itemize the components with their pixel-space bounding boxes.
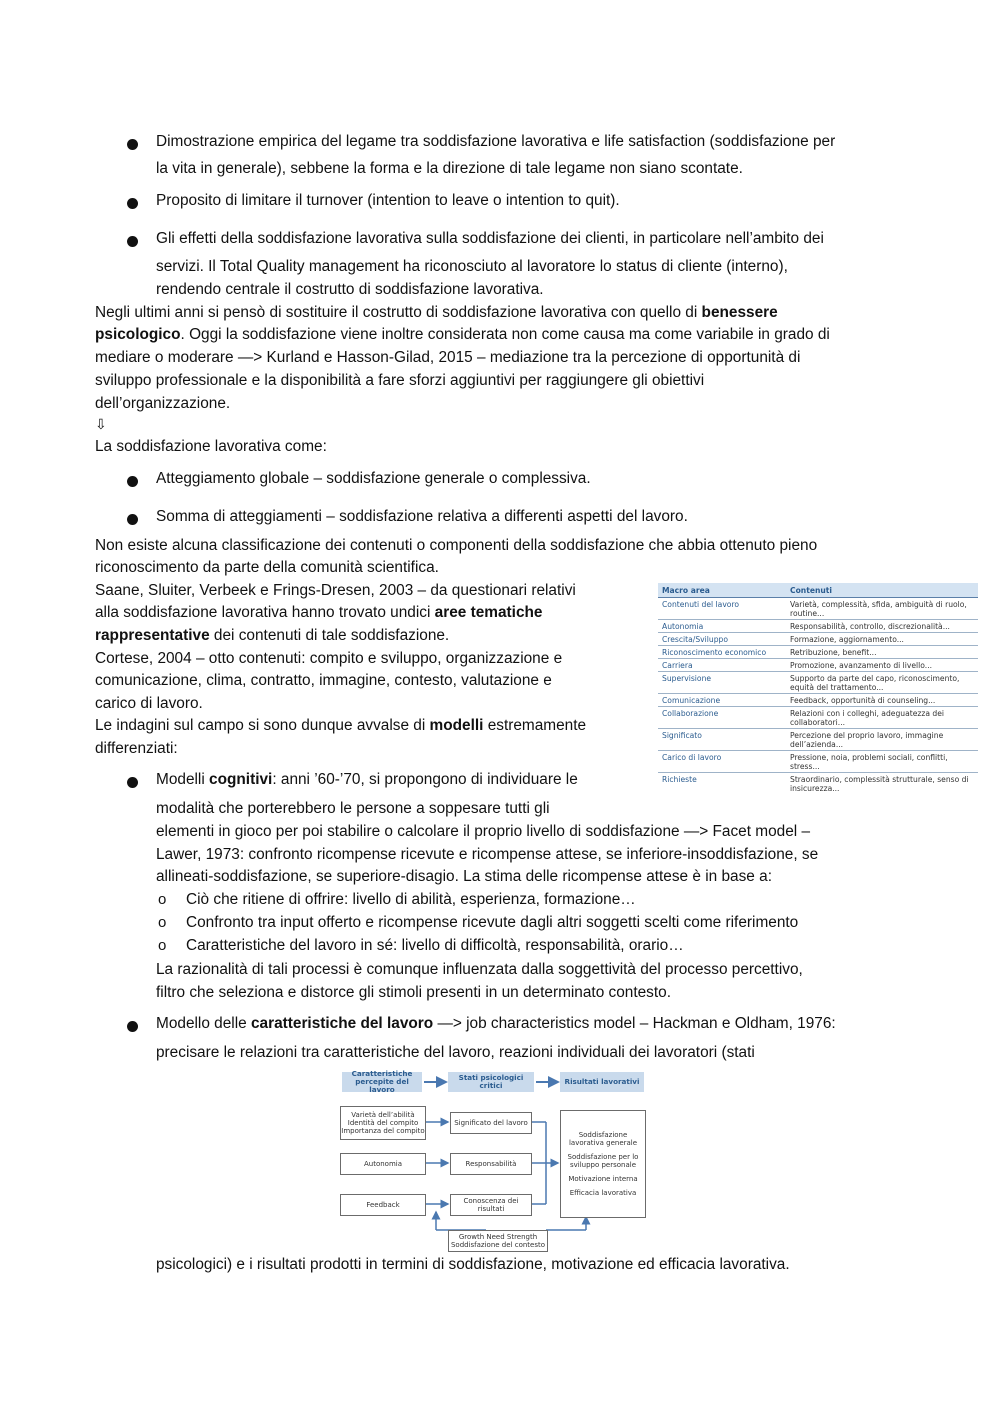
bullet-1-line-1: Dimostrazione empirica del legame tra soddisfazione lavorativa e life satisfaction (soddisfazione per xyxy=(156,133,836,150)
bullet-marker xyxy=(127,236,138,247)
diagram-header: Stati psicologici critici xyxy=(448,1072,534,1092)
bullet-marker xyxy=(127,139,138,150)
paragraph-line: sviluppo professionale e la disponibilità a fare sforzi aggiuntivi per raggiungere gli obiettivi xyxy=(95,372,705,389)
table-cell: Comunicazione xyxy=(662,696,721,705)
diagram-box: Significato del lavoro xyxy=(450,1112,532,1134)
diagram-box: Feedback xyxy=(340,1194,426,1216)
text-run: Le indagini sul campo si sono dunque avvalse di xyxy=(95,717,430,734)
bullet-line: precisare le relazioni tra caratteristiche del lavoro, reazioni individuali dei lavoratori (stati xyxy=(156,1044,755,1061)
paragraph-line xyxy=(95,716,586,736)
table-cell: Feedback, opportunità di counseling... xyxy=(790,696,936,705)
text-run: : anni ’60-’70, si propongono di individuare le xyxy=(272,771,578,788)
table-cell: Varietà, complessità, sfida, ambiguità di ruolo, routine... xyxy=(790,600,967,618)
diagram-result: Soddisfazione lavorativa generale xyxy=(568,1131,638,1147)
text-run: Modelli xyxy=(156,771,210,788)
table-row xyxy=(658,773,978,795)
table-row xyxy=(658,633,978,646)
paragraph-line xyxy=(95,626,449,646)
job-characteristics-diagram xyxy=(336,1069,650,1254)
table-row xyxy=(658,707,978,729)
bold-term: aree tematiche xyxy=(434,604,543,621)
diagram-result: Motivazione interna xyxy=(568,1175,638,1183)
paragraph-line: Non esiste alcuna classificazione dei contenuti o componenti della soddisfazione che abbia ottenuto pieno xyxy=(95,537,818,554)
table-cell: Contenuti del lavoro xyxy=(662,600,740,609)
diagram-header: Risultati lavorativi xyxy=(560,1072,644,1092)
text-run: —> job characteristics model – Hackman e Oldham, 1976: xyxy=(433,1015,836,1032)
diagram-box: Responsabilità xyxy=(450,1153,532,1175)
table-cell: Supervisione xyxy=(662,674,712,683)
table-row xyxy=(658,598,978,620)
table-cell: Significato xyxy=(662,731,702,740)
table-header-cell: Macro area xyxy=(662,586,710,595)
sub-bullet-marker: o xyxy=(158,937,167,954)
text-run: alla soddisfazione lavorativa hanno trovato undici xyxy=(95,604,435,621)
table-row xyxy=(658,729,978,751)
paragraph-line: dell’organizzazione. xyxy=(95,395,231,412)
paragraph-line: carico di lavoro. xyxy=(95,695,203,712)
bold-term: rappresentative xyxy=(95,627,210,644)
bullet-line: filtro che seleziona e distorce gli stimoli presenti in un determinato contesto. xyxy=(156,984,671,1001)
paragraph-line: mediare o moderare —> Kurland e Hasson-Gilad, 2015 – mediazione tra la percezione di opportunità di xyxy=(95,349,801,366)
paragraph-line: La soddisfazione lavorativa come: xyxy=(95,438,327,455)
table-row xyxy=(658,659,978,672)
diagram-moderator-box: Growth Need Strength Soddisfazione del contesto xyxy=(448,1230,548,1252)
down-arrow-icon: ⇩ xyxy=(95,416,107,432)
bullet-line: elementi in gioco per poi stabilire o calcolare il proprio livello di soddisfazione —> Facet model – xyxy=(156,823,811,840)
diagram-box: Varietà dell’abilità Identità del compito Importanza del compito xyxy=(340,1106,426,1140)
diagram-results-box xyxy=(560,1110,646,1218)
bullet-marker xyxy=(127,1021,138,1032)
text-run: . Oggi la soddisfazione viene inoltre considerata non come causa ma come variabile in grado di xyxy=(180,326,830,343)
bullet-marker xyxy=(127,198,138,209)
diagram-header: Caratteristiche percepite del lavoro xyxy=(342,1072,422,1092)
bold-term: modelli xyxy=(429,717,484,734)
table-cell: Retribuzione, benefit... xyxy=(790,648,877,657)
table-cell: Crescita/Sviluppo xyxy=(662,635,728,644)
sub-bullet-line: Ciò che ritiene di offrire: livello di abilità, esperienza, formazione… xyxy=(186,891,636,908)
table-row xyxy=(658,672,978,694)
bullet-2-line-1: Proposito di limitare il turnover (intention to leave o intention to quit). xyxy=(156,192,620,209)
text-run: estremamente xyxy=(483,717,587,734)
paragraph-line xyxy=(95,303,778,323)
sub-bullet-line: Caratteristiche del lavoro in sé: livello di difficoltà, responsabilità, orario… xyxy=(186,937,684,954)
table-header-cell: Contenuti xyxy=(790,586,833,595)
bullet-marker xyxy=(127,476,138,487)
macro-area-table xyxy=(658,583,978,801)
paragraph-line: riconoscimento da parte della comunità scientifica. xyxy=(95,559,439,576)
text-run: dei contenuti di tale soddisfazione. xyxy=(209,627,450,644)
bullet-marker xyxy=(127,777,138,788)
bullet-line xyxy=(156,770,578,790)
bullet-marker xyxy=(127,514,138,525)
bold-term: benessere xyxy=(701,304,778,321)
bullet-line: allineati-soddisfazione, se superiore-disagio. La stima delle ricompense attese è in base a: xyxy=(156,868,772,885)
table-row xyxy=(658,694,978,707)
table-cell: Carico di lavoro xyxy=(662,753,722,762)
text-run: Modello delle xyxy=(156,1015,251,1032)
bullet-line: modalità che porterebbero le persone a soppesare tutti gli xyxy=(156,800,550,817)
bullet-1-line-2: la vita in generale), sebbene la forma e la direzione di tale legame non siano scontate. xyxy=(156,160,743,177)
bullet-3-line-3: rendendo centrale il costrutto di soddisfazione lavorativa. xyxy=(156,281,544,298)
bullet-line: Atteggiamento globale – soddisfazione generale o complessiva. xyxy=(156,470,591,487)
sub-bullet-marker: o xyxy=(158,891,167,908)
table-row xyxy=(658,620,978,633)
sub-bullet-marker: o xyxy=(158,914,167,931)
bullet-line xyxy=(156,1014,836,1034)
bullet-3-line-1: Gli effetti della soddisfazione lavorativa sulla soddisfazione dei clienti, in particolare nell’ambito dei xyxy=(156,230,824,247)
table-header xyxy=(658,583,978,598)
bold-term: caratteristiche del lavoro xyxy=(250,1015,434,1032)
bullet-3-line-2: servizi. Il Total Quality management ha riconosciuto al lavoratore lo status di cliente (interno), xyxy=(156,258,788,275)
bullet-line: La razionalità di tali processi è comunque influenzata dalla soggettività del processo percettivo, xyxy=(156,961,803,978)
table-cell: Riconoscimento economico xyxy=(662,648,767,657)
diagram-result: Soddisfazione per lo sviluppo personale xyxy=(567,1153,639,1169)
diagram-box: Conoscenza dei risultati xyxy=(450,1194,532,1216)
table-cell: Promozione, avanzamento di livello... xyxy=(790,661,933,670)
table-row xyxy=(658,751,978,773)
table-cell: Relazioni con i colleghi, adeguatezza dei collaboratori... xyxy=(790,709,945,727)
paragraph-line: differenziati: xyxy=(95,740,178,757)
bullet-line: Somma di atteggiamenti – soddisfazione relativa a differenti aspetti del lavoro. xyxy=(156,508,688,525)
paragraph-line: Saane, Sluiter, Verbeek e Frings-Dresen, 2003 – da questionari relativi xyxy=(95,582,576,599)
sub-bullet-line: Confronto tra input offerto e ricompense ricevute dagli altri soggetti scelti come riferimento xyxy=(186,914,799,931)
table-cell: Formazione, aggiornamento... xyxy=(790,635,904,644)
table-cell: Responsabilità, controllo, discrezionalità... xyxy=(790,622,950,631)
diagram-box: Autonomia xyxy=(340,1153,426,1175)
bold-term: cognitivi xyxy=(209,771,273,788)
table-cell: Carriera xyxy=(662,661,693,670)
paragraph-line: comunicazione, clima, contratto, immagine, contesto, valutazione e xyxy=(95,672,552,689)
table-cell: Supporto da parte del capo, riconoscimento, equità del trattamento... xyxy=(790,674,960,692)
table-cell: Pressione, noia, problemi sociali, conflitti, stress... xyxy=(790,753,948,771)
bullet-line: psicologici) e i risultati prodotti in termini di soddisfazione, motivazione ed efficacia lavorativa. xyxy=(156,1256,790,1273)
table-row xyxy=(658,646,978,659)
table-cell: Percezione del proprio lavoro, immagine dell’azienda... xyxy=(790,731,944,749)
paragraph-line: Cortese, 2004 – otto contenuti: compito e sviluppo, organizzazione e xyxy=(95,650,563,667)
table-cell: Straordinario, complessità strutturale, senso di insicurezza... xyxy=(790,775,969,793)
bullet-line: Lawer, 1973: confronto ricompense ricevute e ricompense attese, se inferiore-insoddisfazione, se xyxy=(156,846,819,863)
table-cell: Collaborazione xyxy=(662,709,719,718)
paragraph-line xyxy=(95,603,542,623)
diagram-result: Efficacia lavorativa xyxy=(569,1189,637,1197)
table-cell: Richieste xyxy=(662,775,697,784)
text-run: Negli ultimi anni si pensò di sostituire il costrutto di soddisfazione lavorativa con quello di xyxy=(95,304,702,321)
table-cell: Autonomia xyxy=(662,622,704,631)
paragraph-line xyxy=(95,325,830,345)
bold-term: psicologico xyxy=(95,326,181,343)
